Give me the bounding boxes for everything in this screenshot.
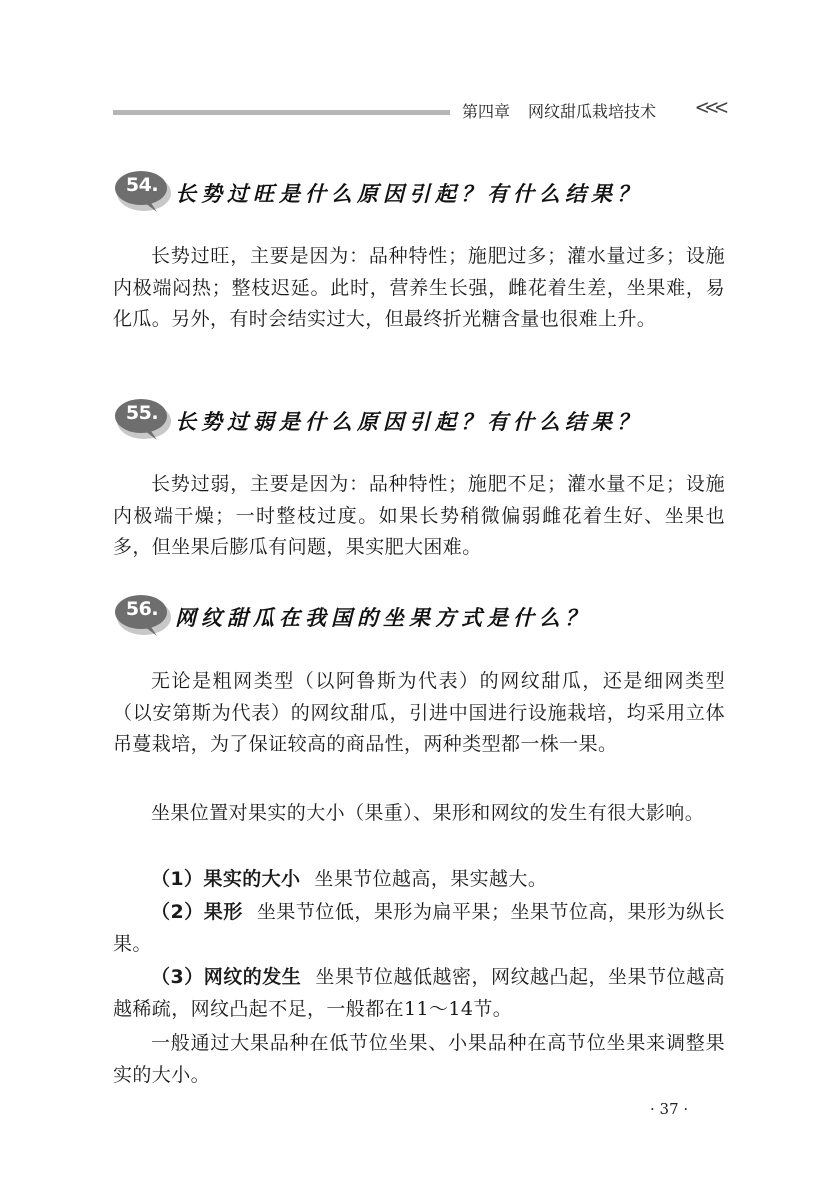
chapter-title: 网纹甜瓜栽培技术 bbox=[528, 102, 657, 121]
list-item bbox=[113, 962, 725, 1025]
question-title: 长势过弱是什么原因引起？有什么结果？ bbox=[175, 410, 643, 434]
question-number: 54. bbox=[125, 174, 159, 196]
header-rule bbox=[113, 110, 450, 115]
list-item-text: 坐果节位越低越密，网纹越凸起，坐果节位越高越稀疏，网纹凸起不足，一般都在11～14节。 bbox=[113, 966, 725, 1020]
list-item bbox=[113, 864, 725, 896]
answer-paragraph: 无论是粗网类型（以阿鲁斯为代表）的网纹甜瓜，还是细网类型（以安第斯为代表）的网纹甜瓜，引进中国进行设施栽培，均采用立体吊蔓栽培，为了保证较高的商品性，两种类型都一株一果。 bbox=[113, 670, 725, 755]
list-item-label: （2）果形 bbox=[151, 901, 243, 923]
answer-paragraph: 坐果位置对果实的大小（果重）、果形和网纹的发生有很大影响。 bbox=[151, 802, 705, 824]
page-number: · 37 · bbox=[650, 1100, 689, 1118]
chapter-label: 第四章 bbox=[462, 102, 511, 121]
answer-paragraph: 长势过旺，主要是因为：品种特性；施肥过多；灌水量过多；设施内极端闷热；整枝迟延。此时，营养生长强，雌花着生差，坐果难，易化瓜。另外，有时会结实过大，但最终折光糖含量也很难上升。 bbox=[113, 245, 725, 330]
question-heading-55 bbox=[113, 396, 733, 446]
list-item-text: 坐果节位低，果形为扁平果；坐果节位高，果形为纵长果。 bbox=[113, 901, 725, 955]
list-item bbox=[113, 897, 725, 960]
question-title: 网纹甜瓜在我国的坐果方式是什么？ bbox=[175, 606, 591, 630]
speech-bubble-icon bbox=[113, 592, 171, 638]
closing-paragraph: 一般通过大果品种在低节位坐果、小果品种在高节位坐果来调整果实的大小。 bbox=[113, 1032, 725, 1086]
question-title: 长势过旺是什么原因引起？有什么结果？ bbox=[175, 182, 643, 206]
list-item-label: （3）网纹的发生 bbox=[151, 966, 302, 988]
chevrons-icon: <<< bbox=[694, 95, 724, 119]
running-header bbox=[462, 99, 656, 122]
list-item-text: 坐果节位越高，果实越大。 bbox=[314, 868, 548, 890]
speech-bubble-icon bbox=[113, 396, 171, 442]
question-number: 56. bbox=[125, 598, 159, 620]
question-heading-56 bbox=[113, 592, 733, 642]
question-heading-54 bbox=[113, 168, 733, 218]
speech-bubble-icon bbox=[113, 168, 171, 214]
question-number: 55. bbox=[125, 402, 159, 424]
answer-paragraph: 长势过弱，主要是因为：品种特性；施肥不足；灌水量不足；设施内极端干燥；一时整枝过度。如果长势稍微偏弱雌花着生好、坐果也多，但坐果后膨瓜有问题，果实肥大困难。 bbox=[113, 473, 725, 558]
list-item-label: （1）果实的大小 bbox=[151, 868, 301, 890]
